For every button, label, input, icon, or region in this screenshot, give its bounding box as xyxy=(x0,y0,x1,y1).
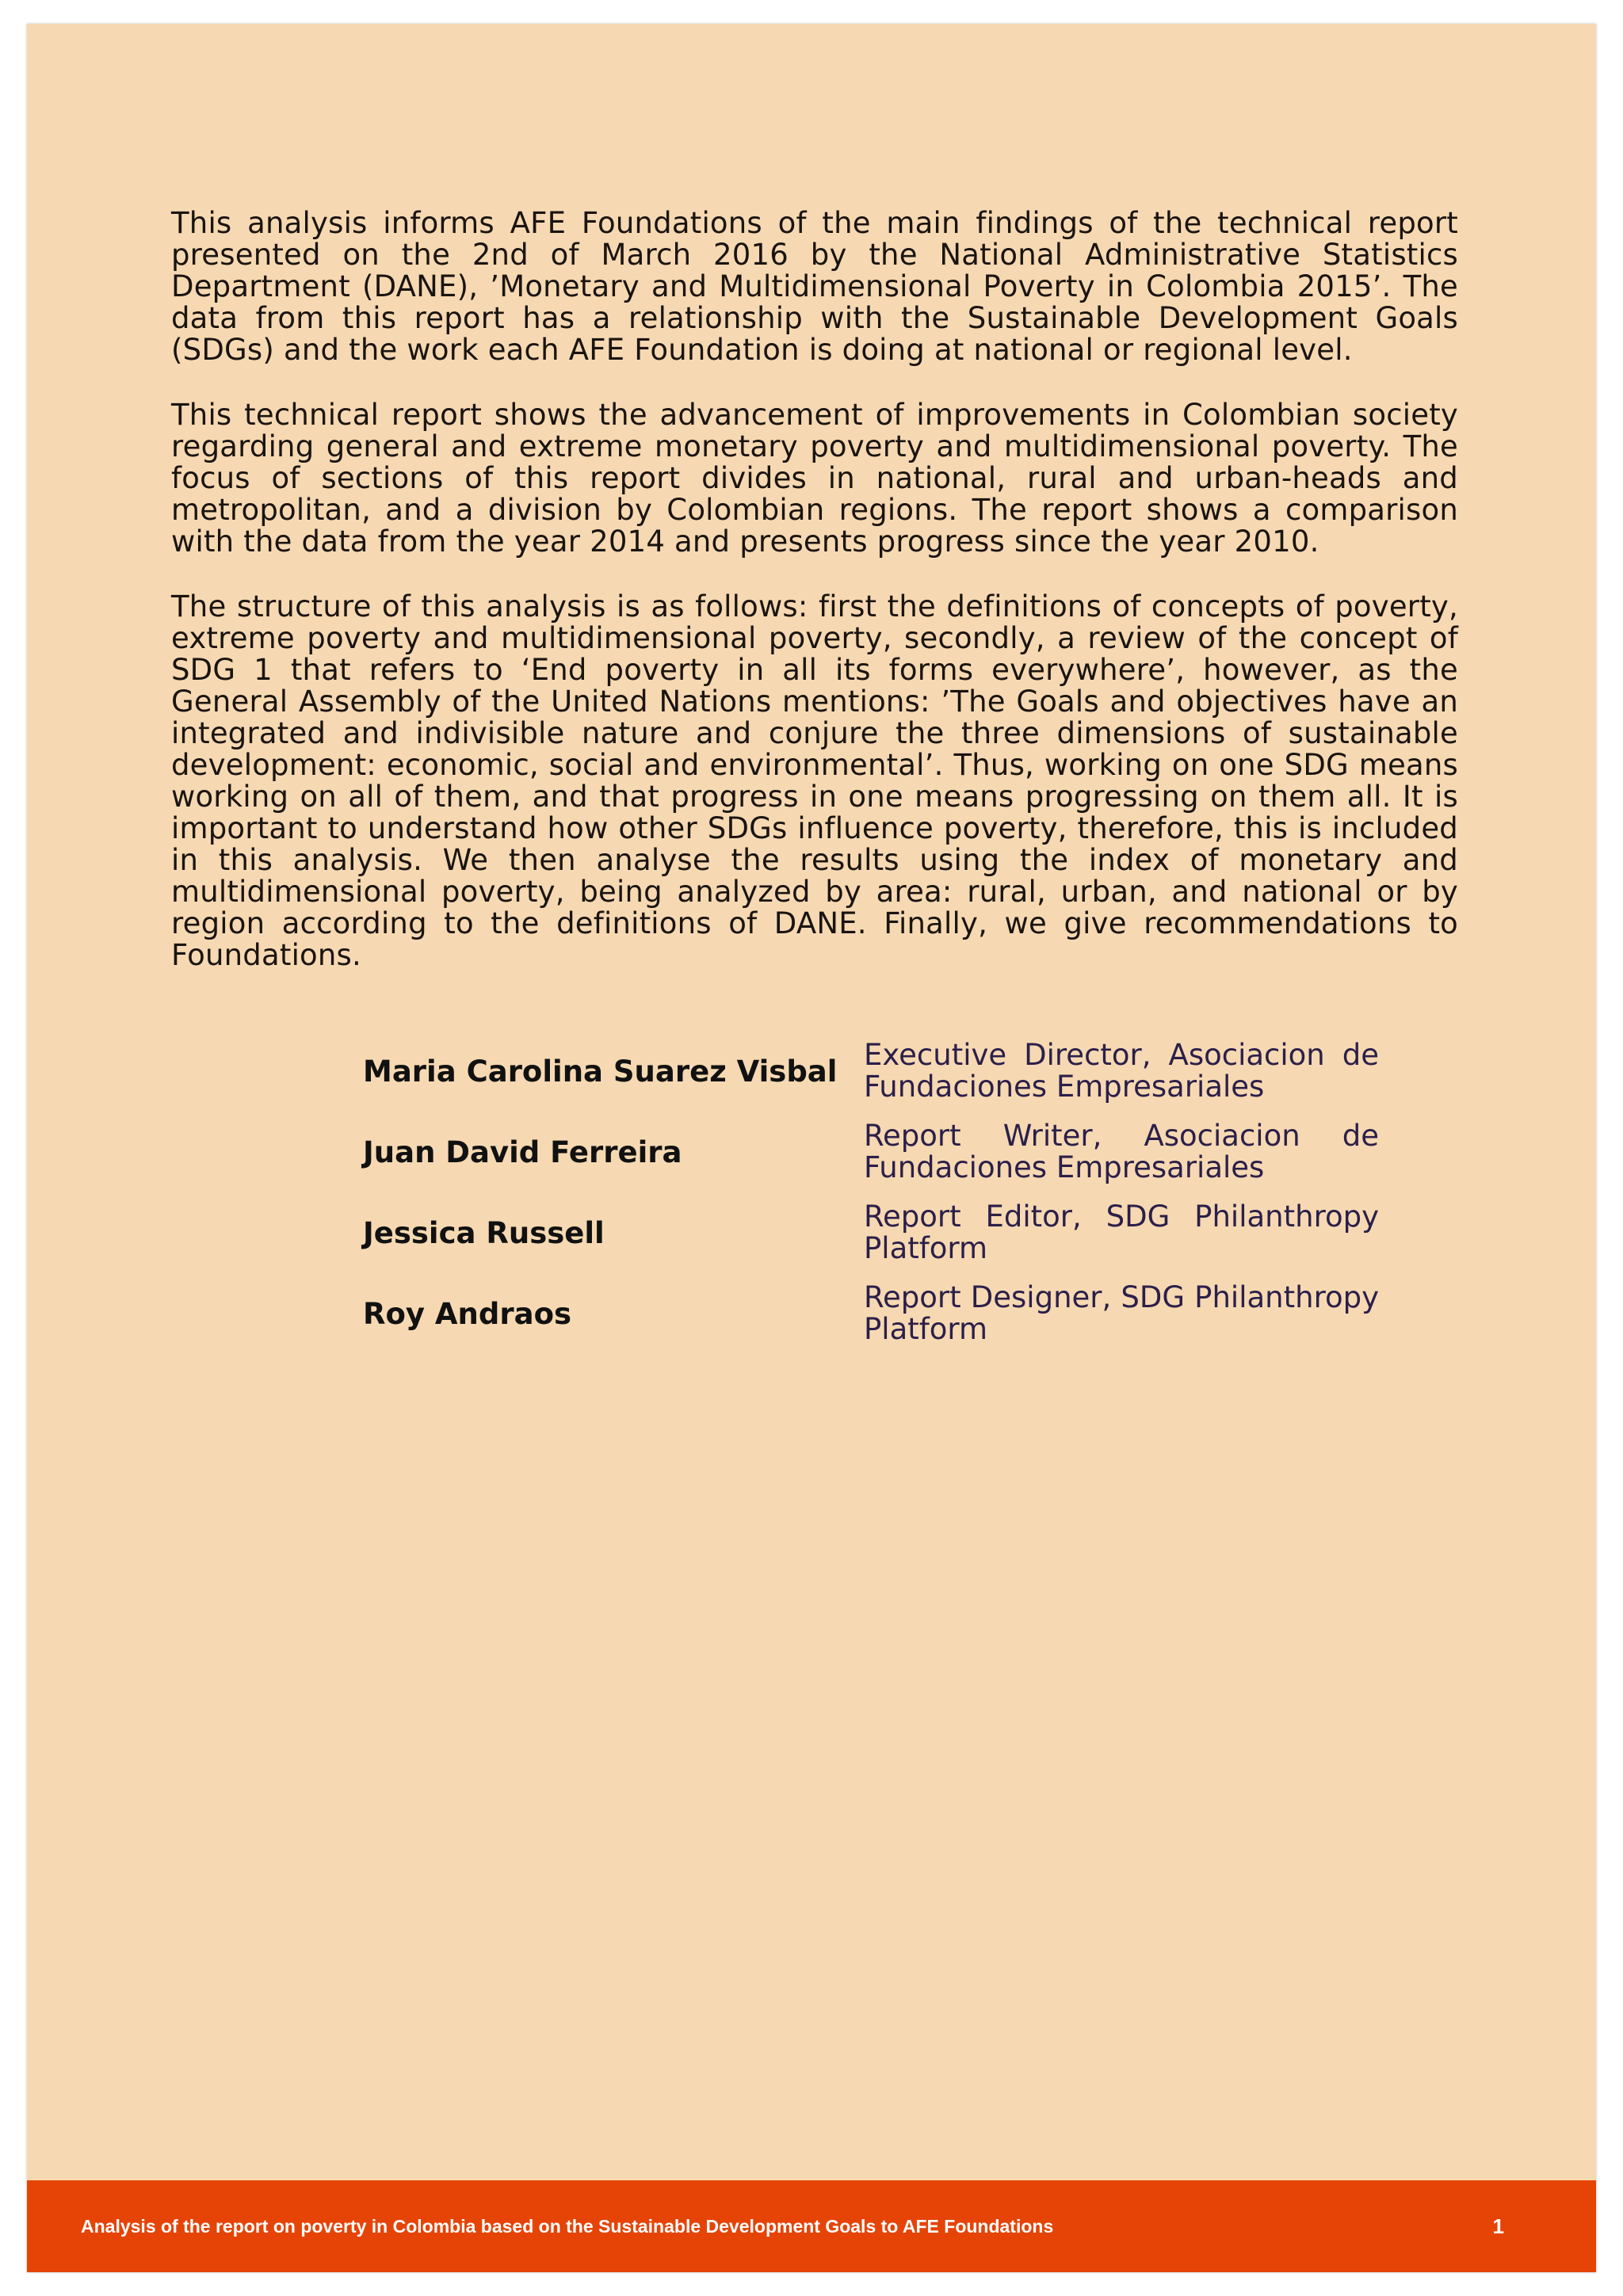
credit-row xyxy=(363,1201,1379,1264)
credit-name: Maria Carolina Suarez Visbal xyxy=(363,1054,838,1089)
credit-role: Report Editor, SDG Philanthropy Platform xyxy=(864,1199,1379,1265)
paragraph-intro: This analysis informs AFE Foundations of the main findings of the technical report presented on the 2nd of March 2016 by the National Administrative Statistics Department (DANE), ’Monetary and Multidimensional Poverty in Colombia 2015’. The data from this report has a relationship with the Sustainable Development Goals (SDGs) and the work each AFE Foundation is doing at national or regional level. xyxy=(171,206,1458,367)
credit-row xyxy=(363,1282,1379,1345)
credit-role: Report Designer, SDG Philanthropy Platform xyxy=(864,1280,1379,1346)
paragraph-report-scope: This technical report shows the advancement of improvements in Colombian society regarding general and extreme monetary poverty and multidimensional poverty. The focus of sections of this report divides in national, rural and urban-heads and metropolitan, and a division by Colombian regions. The report shows a comparison with the data from the year 2014 and presents progress since the year 2010. xyxy=(171,398,1458,559)
page-number: 1 xyxy=(1492,2214,1504,2238)
credit-row xyxy=(363,1039,1379,1103)
credit-role: Report Writer, Asociacion de Fundaciones Empresariales xyxy=(864,1119,1379,1184)
credit-name: Roy Andraos xyxy=(363,1296,572,1331)
page-footer xyxy=(27,2180,1596,2272)
body-text xyxy=(171,208,1458,1005)
credit-name: Juan David Ferreira xyxy=(363,1135,682,1169)
credits-table xyxy=(363,1039,1379,1363)
paragraph-structure: The structure of this analysis is as follows: first the definitions of concepts of poverty, extreme poverty and multidimensional poverty, secondly, a review of the concept of SDG 1 that refers to ‘End poverty in all its forms everywhere’, however, as the General Assembly of the United Nations mentions: ’The Goals and objectives have an integrated and indivisible nature and conjure the three dimensions of sustainable development: economic, social and environmental’. Thus, working on one SDG means working on all of them, and that progress in one means progressing on them all. It is important to understand how other SDGs influence poverty, therefore, this is included in this analysis. We then analyse the results using the index of monetary and multidimensional poverty, being analyzed by area: rural, urban, and national or by region according to the definitions of DANE. Finally, we give recommendations to Foundations. xyxy=(171,589,1458,972)
credit-name: Jessica Russell xyxy=(363,1215,605,1250)
footer-title: Analysis of the report on poverty in Colombia based on the Sustainable Development Goals to AFE Foundations xyxy=(81,2215,1054,2237)
credit-role: Executive Director, Asociacion de Fundaciones Empresariales xyxy=(864,1038,1379,1104)
credit-row xyxy=(363,1120,1379,1184)
document-page xyxy=(27,24,1596,2272)
